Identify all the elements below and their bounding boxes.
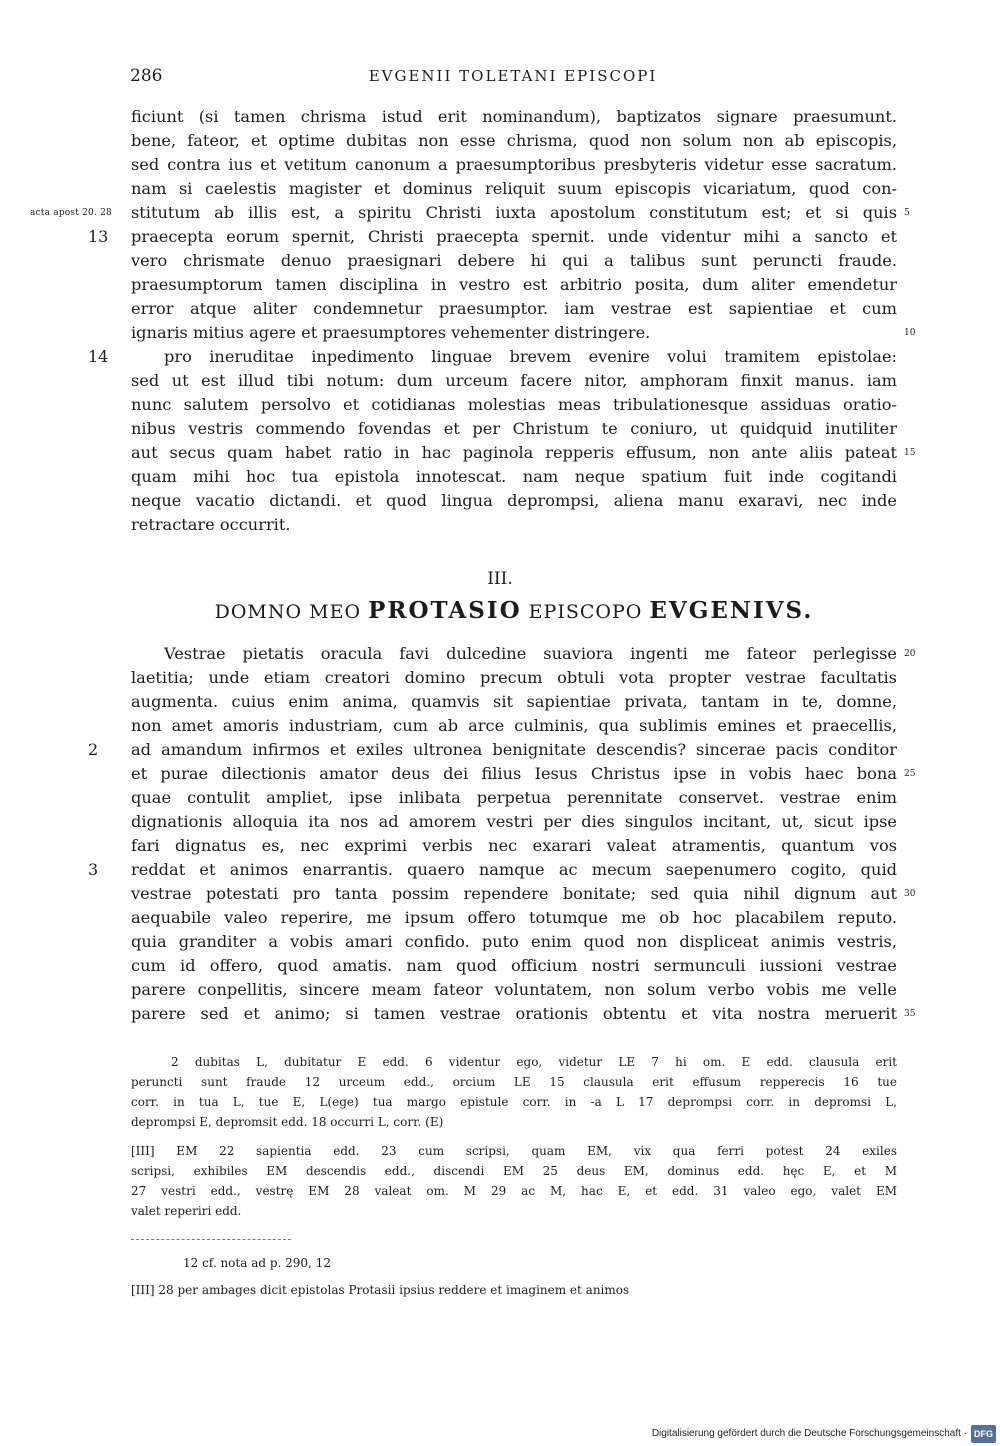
text-line: augmenta. cuius enim anima, quamvis sit sapientiae privata, tantam in te, domne, [131, 692, 897, 711]
footnote-rule [131, 1239, 291, 1240]
text-line: nibus vestris commendo fovendas et per Christum te coniuro, ut quidquid inutiliter [131, 419, 897, 438]
text-line: dignationis alloquia ita nos ad amorem vestri per dies singulos incitant, ut, sicut ipse [131, 812, 897, 831]
paragraph-number: 14 [88, 347, 109, 366]
line-number: 30 [904, 889, 916, 899]
text-line: laetitia; unde etiam creatori domino precum obtuli vota propter vestrae facultatis [131, 668, 897, 687]
apparatus-line: valet reperiri edd. [131, 1204, 242, 1218]
text-line: aut secus quam habet ratio in hac paginola repperis effusum, non ante aliis pateat [131, 443, 897, 462]
section-title [131, 597, 897, 624]
apparatus-line: [III] EM 22 sapientia edd. 23 cum scripsi, quam EM, vix qua ferri potest 24 exiles [131, 1144, 897, 1158]
running-title: EVGENII TOLETANI EPISCOPI [368, 67, 658, 85]
text-line: sed ut est illud tibi notum: dum urceum facere nitor, amphoram finxit manus. iam [131, 371, 897, 390]
paragraph-number: 13 [88, 227, 109, 246]
footnote-line: 12 cf. nota ad p. 290, 12 [183, 1256, 331, 1270]
text-line: stitutum ab illis est, a spiritu Christi iuxta apostolum constitutum est; et si quis [131, 203, 897, 222]
text-line: non amet amoris industriam, cum ab arce culminis, qua sublimis emines et praecellis, [131, 716, 897, 735]
text-line: quia granditer a vobis amari confido. puto enim quod non displiceat animis vestris, [131, 932, 897, 951]
page-number: 286 [130, 66, 163, 86]
title-author: EVGENIVS. [649, 597, 814, 624]
apparatus-line: corr. in tua L, tue E, L(ege) tua margo epistule corr. in -a L 17 deprompsi corr. in depromsi L, [131, 1095, 897, 1109]
text-line: et purae dilectionis amator deus dei filius Iesus Christus ipse in vobis haec bona [131, 764, 897, 783]
text-line: error atque aliter condemnetur praesumptor. iam vestrae est sapientiae et cum [131, 299, 897, 318]
line-number: 25 [904, 769, 916, 779]
line-number: 20 [904, 649, 916, 659]
paragraph-number: 2 [88, 740, 99, 759]
margin-reference: acta apost 20. 28 [30, 208, 112, 218]
text-line: quae contulit ampliet, ipse inlibata perpetua perennitate conservet. vestrae enim [131, 788, 897, 807]
text-line: pro ineruditae inpedimento linguae brevem evenire volui tramitem epistolae: [164, 347, 897, 366]
text-line: ficiunt (si tamen chrisma istud erit nominandum), baptizatos signare praesumunt. [131, 107, 897, 126]
text-line: cum id offero, quod amatis. nam quod officium nostri sermunculi iussioni vestrae [131, 956, 897, 975]
section-number: III. [487, 569, 513, 589]
text-line: Vestrae pietatis oracula favi dulcedine suaviora ingenti me fateor perlegisse [164, 644, 897, 663]
text-line: fari dignatus es, nec exprimi verbis nec exarari valeat atramentis, quantum vos [131, 836, 897, 855]
text-line: parere sed et animo; si tamen vestrae orationis obtentu et vita nostra meruerit [131, 1004, 897, 1023]
text-line: praecepta eorum spernit, Christi praecepta spernit. unde videntur mihi a sancto et [131, 227, 897, 246]
text-line: nunc salutem persolvo et cotidianas molestias meas tribulationesque assiduas oratio- [131, 395, 897, 414]
apparatus-line: 27 vestri edd., vestrę EM 28 valeat om. M 29 ac M, hac E, et edd. 31 valeo ego, valet EM [131, 1184, 897, 1198]
text-line: ad amandum infirmos et exiles ultronea benignitate descendis? sincerae pacis conditor [131, 740, 897, 759]
text-line: aequabile valeo reperire, me ipsum offero totumque me ob hoc placabilem reputo. [131, 908, 897, 927]
funding-note: Digitalisierung gefördert durch die Deutsche Forschungsgemeinschaft · [651, 1428, 967, 1439]
text-line: retractare occurrit. [131, 515, 291, 534]
line-number: 15 [904, 448, 916, 458]
line-number: 5 [904, 208, 910, 218]
page-footer [652, 1426, 996, 1442]
text-line: reddat et animos enarrantis. quaero namque ac mecum saepenumero cogito, quid [131, 860, 897, 879]
text-line: sed contra ius et vetitum canonum a praesumptoribus presbyteris videtur esse sacratum. [131, 155, 897, 174]
line-number: 10 [904, 328, 916, 338]
text-line: vero chrismate denuo praesignari debere hi qui a talibus sunt peruncti fraude. [131, 251, 897, 270]
text-line: bene, fateor, et optime dubitas non esse chrisma, quod non solum non ab episcopis, [131, 131, 897, 150]
apparatus-line: 2 dubitas L, dubitatur E edd. 6 videntur ego, videtur LE 7 hi om. E edd. clausula erit [171, 1055, 897, 1069]
text-line: nam si caelestis magister et dominus reliquit suum episcopis vicariatum, quod con- [131, 179, 897, 198]
paragraph-number: 3 [88, 860, 99, 879]
title-middle: EPISCOPO [521, 601, 650, 623]
title-prefix: DOMNO MEO [214, 601, 369, 623]
text-line: quam mihi hoc tua epistola innotescat. nam neque spatium fuit inde cogitandi [131, 467, 897, 486]
text-line: vestrae potestati pro tanta possim rependere bonitate; sed quia nihil dignum aut [131, 884, 897, 903]
dfg-logo: DFG [971, 1425, 996, 1443]
text-line: parere conpellitis, sincere meam fateor voluntatem, non solum verbo vobis me velle [131, 980, 897, 999]
apparatus-line: peruncti sunt fraude 12 urceum edd., orcium LE 15 clausula erit effusum repperecis 16 tue [131, 1075, 897, 1089]
footnote-line: [III] 28 per ambages dicit epistolas Protasii ipsius reddere et imaginem et animos [131, 1283, 630, 1297]
text-line: ignaris mitius agere et praesumptores vehementer distringere. [131, 323, 651, 342]
text-line: neque vacatio dictandi. et quod lingua deprompsi, aliena manu exaravi, nec inde [131, 491, 897, 510]
title-recipient: PROTASIO [368, 597, 522, 624]
apparatus-line: deprompsi E, depromsit edd. 18 occurri L, corr. (E) [131, 1115, 444, 1129]
line-number: 35 [904, 1009, 916, 1019]
apparatus-line: scripsi, exhibiles EM descendis edd., discendi EM 25 deus EM, dominus edd. hęc E, et M [131, 1164, 897, 1178]
text-line: praesumptorum tamen disciplina in vestro est arbitrio posita, dum aliter emendetur [131, 275, 897, 294]
page-header [130, 66, 896, 88]
